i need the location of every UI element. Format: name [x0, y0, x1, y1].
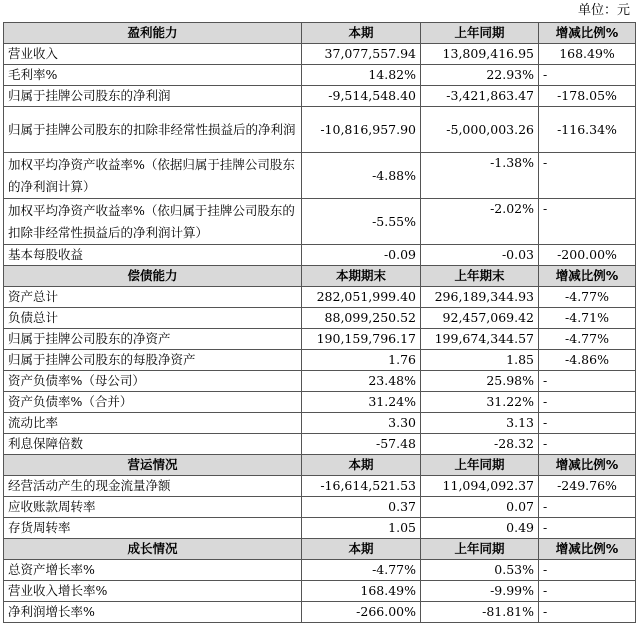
table-row — [4, 497, 636, 518]
prior-value: 0.49 — [421, 518, 539, 539]
change-value: -178.05% — [539, 86, 636, 107]
section-title: 盈利能力 — [4, 23, 302, 44]
financial-indicators-table — [3, 22, 636, 623]
change-value: -116.34% — [539, 107, 636, 153]
row-label: 加权平均净资产收益率%（依据归属于挂牌公司股东的净利润计算） — [4, 153, 302, 199]
prior-value: 3.13 — [421, 413, 539, 434]
row-label: 归属于挂牌公司股东的每股净资产 — [4, 350, 302, 371]
current-value: 1.76 — [302, 350, 421, 371]
table-row — [4, 518, 636, 539]
current-value: 0.37 — [302, 497, 421, 518]
row-label: 加权平均净资产收益率%（依归属于挂牌公司股东的扣除非经常性损益后的净利润计算） — [4, 199, 302, 245]
column-header-change: 增减比例% — [539, 455, 636, 476]
prior-value: -0.03 — [421, 245, 539, 266]
prior-value: -3,421,863.47 — [421, 86, 539, 107]
row-label: 毛利率% — [4, 65, 302, 86]
current-value: -0.09 — [302, 245, 421, 266]
column-header-current: 本期 — [302, 539, 421, 560]
row-label: 归属于挂牌公司股东的净利润 — [4, 86, 302, 107]
table-row — [4, 86, 636, 107]
table-row — [4, 560, 636, 581]
row-label: 资产负债率%（母公司） — [4, 371, 302, 392]
change-value: - — [539, 560, 636, 581]
table-row — [4, 308, 636, 329]
current-value: 168.49% — [302, 581, 421, 602]
change-value: -4.71% — [539, 308, 636, 329]
row-label: 存货周转率 — [4, 518, 302, 539]
prior-value: 1.85 — [421, 350, 539, 371]
current-value: 37,077,557.94 — [302, 44, 421, 65]
change-value: - — [539, 581, 636, 602]
change-value: -4.77% — [539, 287, 636, 308]
change-value: - — [539, 371, 636, 392]
section-header-solvency — [4, 266, 636, 287]
table-row — [4, 476, 636, 497]
table-row — [4, 329, 636, 350]
table-row — [4, 107, 636, 153]
prior-value: 92,457,069.42 — [421, 308, 539, 329]
prior-value: -28.32 — [421, 434, 539, 455]
table-row — [4, 350, 636, 371]
row-label: 经营活动产生的现金流量净额 — [4, 476, 302, 497]
column-header-change: 增减比例% — [539, 23, 636, 44]
current-value: 88,099,250.52 — [302, 308, 421, 329]
prior-value: 0.53% — [421, 560, 539, 581]
prior-value: -5,000,003.26 — [421, 107, 539, 153]
row-label: 应收账款周转率 — [4, 497, 302, 518]
row-label: 资产负债率%（合并） — [4, 392, 302, 413]
column-header-prior: 上年同期 — [421, 455, 539, 476]
current-value: -4.77% — [302, 560, 421, 581]
column-header-change: 增减比例% — [539, 266, 636, 287]
column-header-current: 本期 — [302, 455, 421, 476]
column-header-current: 本期 — [302, 23, 421, 44]
table-row — [4, 371, 636, 392]
current-value: 14.82% — [302, 65, 421, 86]
current-value: 282,051,999.40 — [302, 287, 421, 308]
table-row — [4, 392, 636, 413]
prior-value: 199,674,344.57 — [421, 329, 539, 350]
current-value: -5.55% — [302, 199, 421, 245]
prior-value: 11,094,092.37 — [421, 476, 539, 497]
change-value: - — [539, 518, 636, 539]
current-value: 3.30 — [302, 413, 421, 434]
section-header-growth — [4, 539, 636, 560]
change-value: -200.00% — [539, 245, 636, 266]
current-value: 190,159,796.17 — [302, 329, 421, 350]
prior-value: -2.02% — [421, 199, 539, 245]
current-value: -266.00% — [302, 602, 421, 623]
prior-value: -81.81% — [421, 602, 539, 623]
table-row — [4, 44, 636, 65]
change-value: - — [539, 392, 636, 413]
table-row — [4, 581, 636, 602]
row-label: 利息保障倍数 — [4, 434, 302, 455]
prior-value: -9.99% — [421, 581, 539, 602]
table-row — [4, 413, 636, 434]
column-header-prior: 上年同期 — [421, 539, 539, 560]
change-value: 168.49% — [539, 44, 636, 65]
current-value: -10,816,957.90 — [302, 107, 421, 153]
section-title: 偿债能力 — [4, 266, 302, 287]
current-value: 1.05 — [302, 518, 421, 539]
column-header-prior: 上年期末 — [421, 266, 539, 287]
change-value: - — [539, 434, 636, 455]
current-value: -9,514,548.40 — [302, 86, 421, 107]
current-value: 23.48% — [302, 371, 421, 392]
row-label: 净利润增长率% — [4, 602, 302, 623]
row-label: 归属于挂牌公司股东的扣除非经常性损益后的净利润 — [4, 107, 302, 153]
prior-value: -1.38% — [421, 153, 539, 199]
table-row — [4, 602, 636, 623]
section-title: 成长情况 — [4, 539, 302, 560]
change-value: - — [539, 65, 636, 86]
prior-value: 22.93% — [421, 65, 539, 86]
table-row — [4, 245, 636, 266]
column-header-current: 本期期末 — [302, 266, 421, 287]
row-label: 营业收入 — [4, 44, 302, 65]
prior-value: 13,809,416.95 — [421, 44, 539, 65]
row-label: 负债总计 — [4, 308, 302, 329]
column-header-change: 增减比例% — [539, 539, 636, 560]
change-value: - — [539, 497, 636, 518]
table-row — [4, 153, 636, 199]
table-row — [4, 199, 636, 245]
row-label: 资产总计 — [4, 287, 302, 308]
change-value: - — [539, 199, 636, 245]
current-value: -4.88% — [302, 153, 421, 199]
current-value: -16,614,521.53 — [302, 476, 421, 497]
change-value: -4.77% — [539, 329, 636, 350]
unit-label: 单位：元 — [577, 3, 630, 18]
change-value: -249.76% — [539, 476, 636, 497]
prior-value: 0.07 — [421, 497, 539, 518]
row-label: 基本每股收益 — [4, 245, 302, 266]
table-row — [4, 287, 636, 308]
section-header-operations — [4, 455, 636, 476]
row-label: 营业收入增长率% — [4, 581, 302, 602]
current-value: 31.24% — [302, 392, 421, 413]
section-header-profitability — [4, 23, 636, 44]
prior-value: 25.98% — [421, 371, 539, 392]
row-label: 归属于挂牌公司股东的净资产 — [4, 329, 302, 350]
change-value: - — [539, 413, 636, 434]
table-row — [4, 434, 636, 455]
row-label: 流动比率 — [4, 413, 302, 434]
prior-value: 31.22% — [421, 392, 539, 413]
section-title: 营运情况 — [4, 455, 302, 476]
column-header-prior: 上年同期 — [421, 23, 539, 44]
table-row — [4, 65, 636, 86]
change-value: - — [539, 602, 636, 623]
prior-value: 296,189,344.93 — [421, 287, 539, 308]
current-value: -57.48 — [302, 434, 421, 455]
change-value: -4.86% — [539, 350, 636, 371]
row-label: 总资产增长率% — [4, 560, 302, 581]
change-value: - — [539, 153, 636, 199]
